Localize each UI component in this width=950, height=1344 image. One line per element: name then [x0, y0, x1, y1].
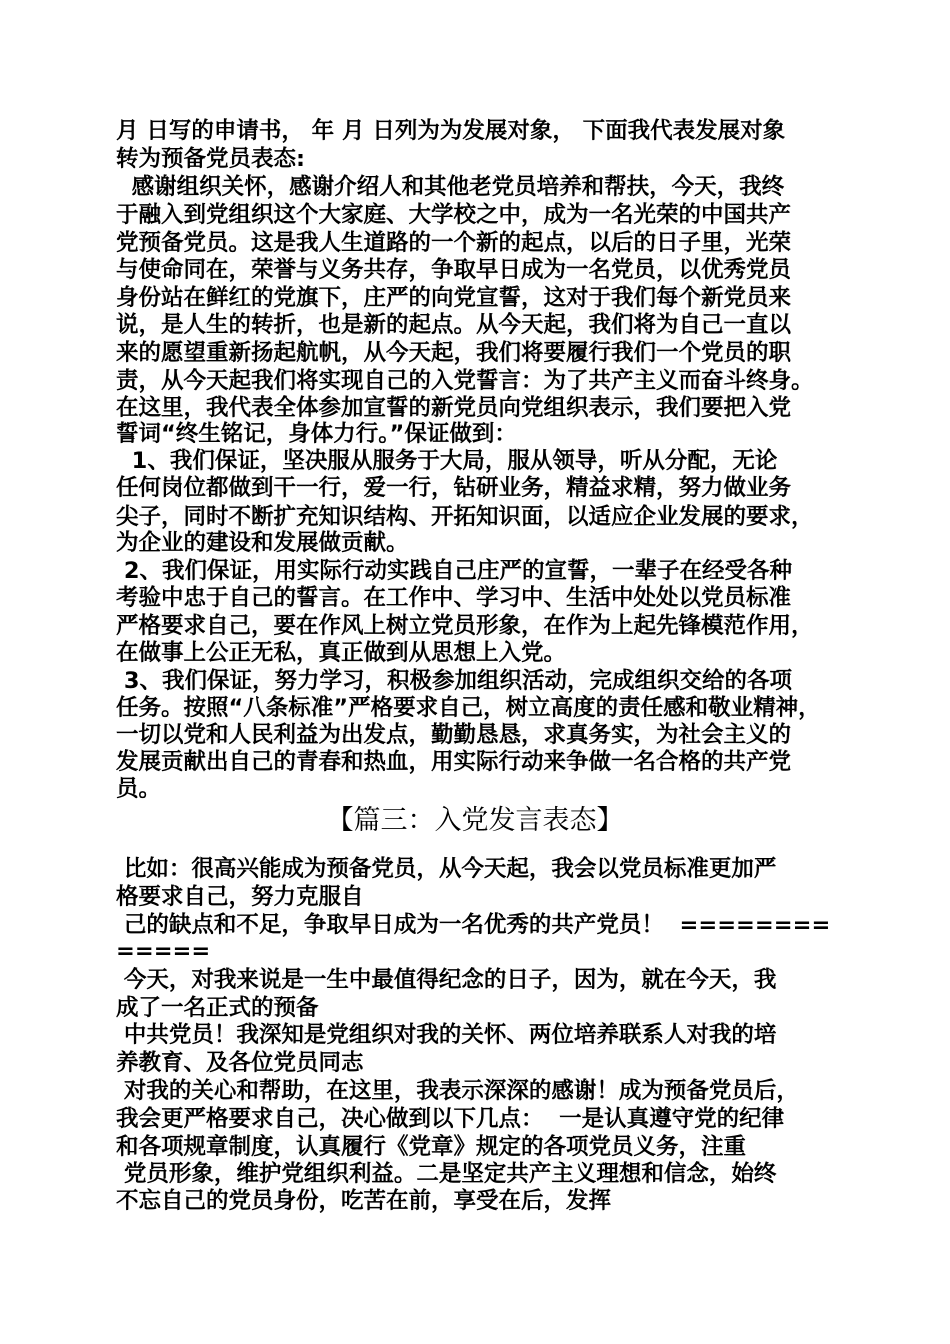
- text-line: 转为预备党员表态:: [116, 146, 305, 172]
- text-line: 和各项规章制度，认真履行《党章》规定的各项党员义务，注重: [116, 1134, 747, 1160]
- text-line: 成了一名正式的预备: [116, 995, 319, 1021]
- text-line: 来的愿望重新扬起航帆，从今天起，我们将要履行我们一个党员的职: [116, 340, 792, 366]
- text-line: 于融入到党组织这个大家庭、大学校之中，成为一名光荣的中国共产: [116, 202, 792, 228]
- text-line: =====: [116, 938, 211, 964]
- text-line: 格要求自己，努力克服自: [116, 884, 364, 910]
- text-line: 为企业的建设和发展做贡献。: [116, 530, 409, 556]
- text-line: 誓词“终生铭记，身体力行。”保证做到：: [116, 421, 517, 447]
- text-line: 今天，对我来说是一生中最值得纪念的日子，因为，就在今天，我: [116, 967, 777, 993]
- text-line: 尖子，同时不断扩充知识结构、开拓知识面，以适应企业发展的要求，: [116, 504, 814, 530]
- text-line: 说，是人生的转折，也是新的起点。从今天起，我们将为自己一直以: [116, 312, 792, 338]
- text-line: 发展贡献出自己的青春和热血，用实际行动来争做一名合格的共产党: [116, 749, 792, 775]
- text-line: 2、我们保证，用实际行动实践自己庄严的宣誓，一辈子在经受各种: [116, 558, 792, 584]
- text-line: 比如：很高兴能成为预备党员，从今天起，我会以党员标准更加严: [116, 856, 777, 882]
- text-line: 党员形象，维护党组织利益。二是坚定共产主义理想和信念，始终: [116, 1161, 777, 1187]
- text-line: 身份站在鲜红的党旗下，庄严的向党宣誓，这对于我们每个新党员来: [116, 285, 792, 311]
- text-line: 在这里，我代表全体参加宣誓的新党员向党组织表示，我们要把入党: [116, 395, 792, 421]
- text-line: 与使命同在，荣誉与义务共存，争取早日成为一名党员，以优秀党员: [116, 257, 792, 283]
- text-line: 任务。按照“八条标准”严格要求自己，树立高度的责任感和敬业精神，: [116, 695, 821, 721]
- text-line: 3、我们保证，努力学习，积极参加组织活动，完成组织交给的各项: [116, 668, 792, 694]
- text-line: 任何岗位都做到干一行，爱一行，钻研业务，精益求精，努力做业务: [116, 475, 792, 501]
- text-line: 对我的关心和帮助，在这里，我表示深深的感谢！成为预备党员后，: [116, 1078, 799, 1104]
- text-line: 一切以党和人民利益为出发点，勤勤恳恳，求真务实，为社会主义的: [116, 722, 792, 748]
- text-line: 严格要求自己，要在作风上树立党员形象，在作为上起先锋模范作用，: [116, 613, 814, 639]
- text-line: 1、我们保证，坚决服从服务于大局，服从领导，听从分配，无论: [116, 448, 778, 474]
- text-line: 中共党员！我深知是党组织对我的关怀、两位培养联系人对我的培: [116, 1022, 777, 1048]
- text-line: 己的缺点和不足，争取早日成为一名优秀的共产党员！ ========: [116, 912, 831, 938]
- text-line: 养教育、及各位党员同志: [116, 1050, 364, 1076]
- text-line: 月 日写的申请书， 年 月 日列为为发展对象， 下面我代表发展对象: [116, 118, 786, 144]
- text-line: 不忘自己的党员身份，吃苦在前，享受在后，发挥: [116, 1188, 612, 1214]
- text-line: 在做事上公正无私，真正做到从思想上入党。: [116, 640, 567, 666]
- text-line: 考验中忠于自己的誓言。在工作中、学习中、生活中处处以党员标准: [116, 585, 792, 611]
- text-line: 员。: [116, 776, 162, 802]
- text-line: 党预备党员。这是我人生道路的一个新的起点，以后的日子里，光荣: [116, 230, 792, 256]
- section-heading: 【篇三：入党发言表态】: [326, 805, 624, 836]
- text-line: 我会更严格要求自己，决心做到以下几点： 一是认真遵守党的纪律: [116, 1106, 785, 1132]
- text-line: 感谢组织关怀，感谢介绍人和其他老党员培养和帮扶，今天，我终: [116, 174, 785, 200]
- text-line: 责，从今天起我们将实现自己的入党誓言：为了共产主义而奋斗终身。: [116, 368, 814, 394]
